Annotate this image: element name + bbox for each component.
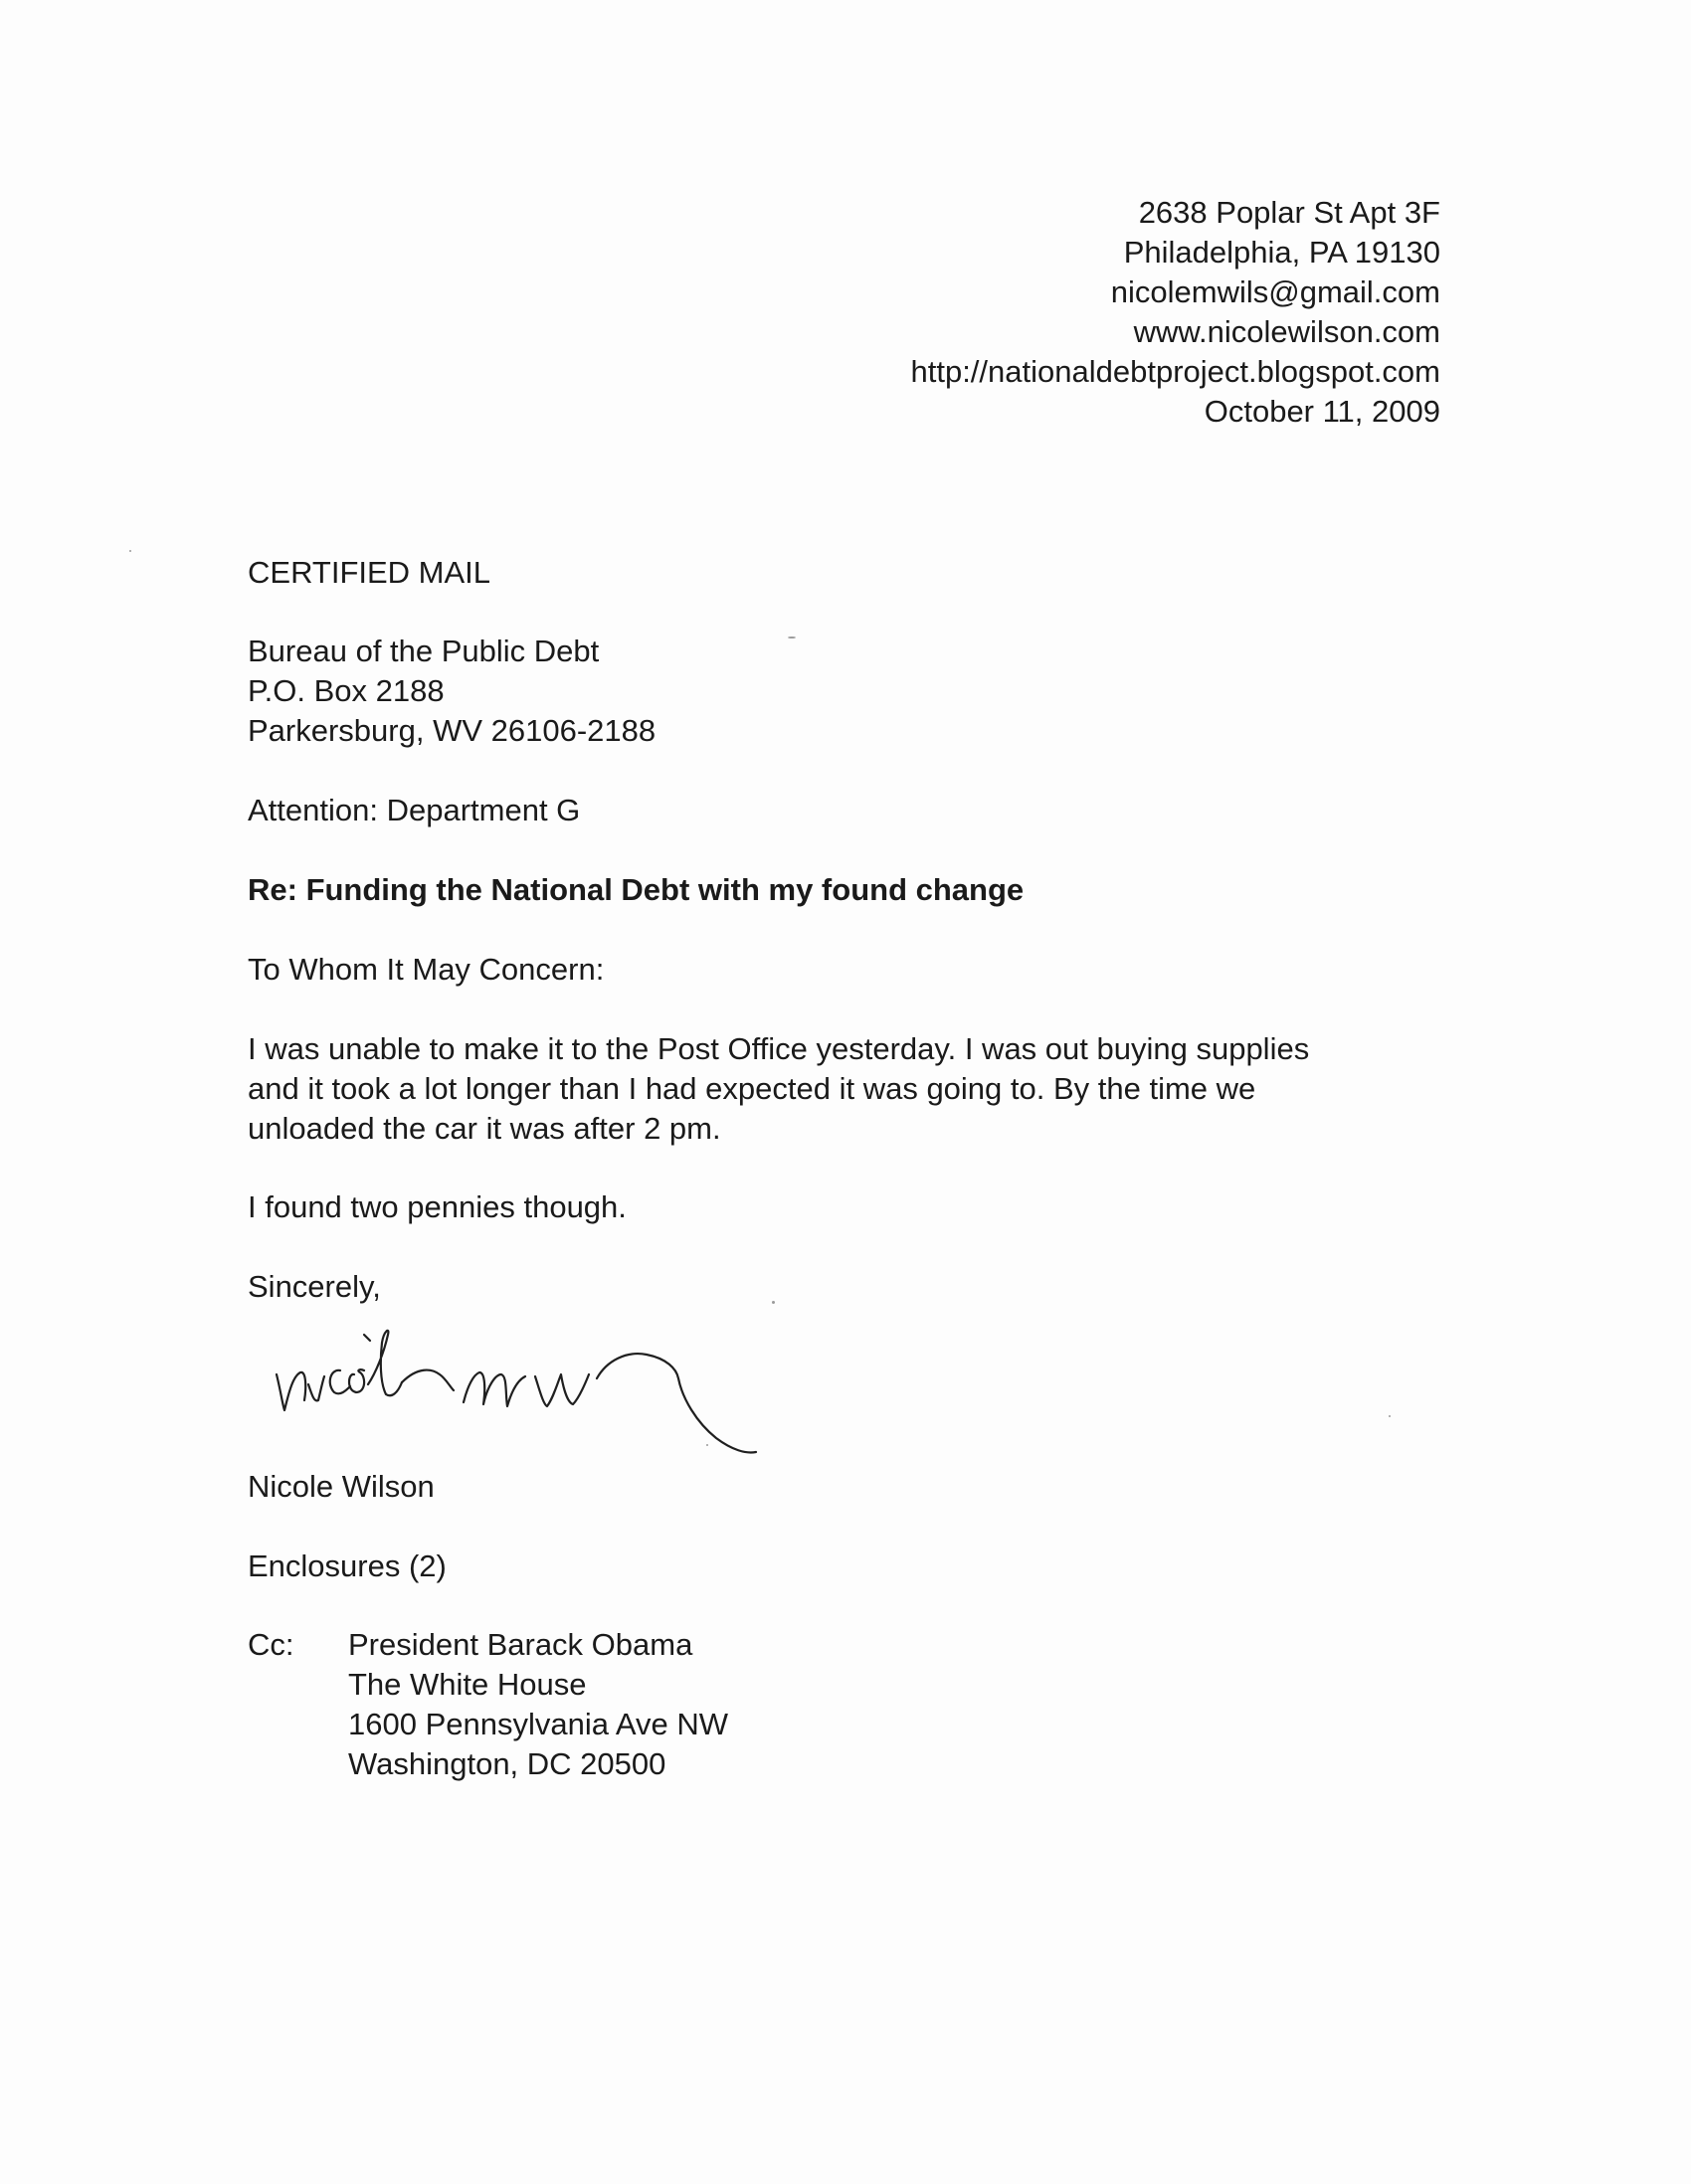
scan-speck — [1389, 1415, 1391, 1417]
sender-address-block — [910, 193, 1440, 432]
body-line: I was unable to make it to the Post Office yesterday. I was out buying supplies — [248, 1031, 1310, 1066]
cc-line: 1600 Pennsylvania Ave NW — [348, 1707, 728, 1741]
cc-line: The White House — [348, 1667, 587, 1702]
recipient-name: Bureau of the Public Debt — [248, 634, 600, 668]
attention-block — [248, 791, 580, 830]
scan-speck — [772, 1301, 775, 1304]
body-line: and it took a lot longer than I had expected it was going to. By the time we — [248, 1071, 1256, 1106]
cc-address-block — [348, 1625, 728, 1784]
enclosures-block — [248, 1547, 447, 1586]
scan-speck — [706, 1444, 708, 1446]
scan-speck — [788, 637, 796, 638]
enclosures: Enclosures (2) — [248, 1548, 447, 1583]
sender-website: www.nicolewilson.com — [1133, 314, 1440, 349]
mail-type-block — [248, 553, 490, 593]
body-paragraph-1 — [248, 1029, 1309, 1149]
sender-street: 2638 Poplar St Apt 3F — [1138, 195, 1440, 230]
recipient-city: Parkersburg, WV 26106-2188 — [248, 713, 657, 748]
sender-blog: http://nationaldebtproject.blogspot.com — [910, 354, 1440, 389]
salutation: To Whom It May Concern: — [248, 952, 605, 987]
recipient-po-box: P.O. Box 2188 — [248, 673, 445, 708]
sender-city: Philadelphia, PA 19130 — [1123, 235, 1440, 270]
mail-type: CERTIFIED MAIL — [248, 555, 491, 590]
salutation-block — [248, 950, 604, 990]
body-paragraph-2 — [248, 1187, 627, 1227]
cc-line: President Barack Obama — [348, 1627, 693, 1662]
sender-email: nicolemwils@gmail.com — [1110, 274, 1440, 309]
closing-block — [248, 1267, 381, 1307]
attention-line: Attention: Department G — [248, 793, 581, 827]
cc-label: Cc: — [248, 1627, 294, 1662]
cc-line: Washington, DC 20500 — [348, 1746, 666, 1781]
closing: Sincerely, — [248, 1269, 381, 1304]
subject-line: Re: Funding the National Debt with my found change — [248, 872, 1025, 907]
subject-block — [248, 870, 1024, 910]
body-line: I found two pennies though. — [248, 1189, 627, 1224]
body-line: unloaded the car it was after 2 pm. — [248, 1111, 721, 1146]
recipient-address-block — [248, 632, 656, 751]
letter-date: October 11, 2009 — [1204, 394, 1440, 429]
scan-speck — [129, 550, 131, 552]
signer-name: Nicole Wilson — [248, 1469, 435, 1504]
signer-block — [248, 1467, 435, 1507]
handwritten-signature — [269, 1313, 925, 1462]
